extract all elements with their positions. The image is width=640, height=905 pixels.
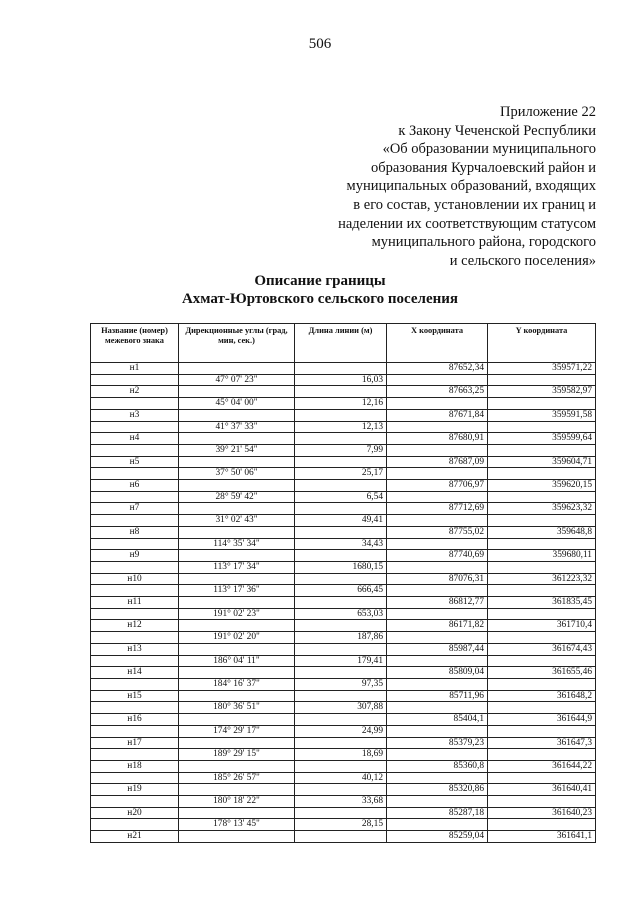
table-body [91,363,596,843]
empty-cell [488,561,596,573]
x-coordinate: 85987,44 [387,643,488,655]
empty-cell [91,632,179,644]
empty-cell [488,421,596,433]
point-name: н21 [91,831,179,843]
empty-cell [387,374,488,386]
y-coordinate: 361710,4 [488,620,596,632]
empty-cell [91,585,179,597]
empty-cell [91,655,179,667]
point-name: н2 [91,386,179,398]
direction-angle: 39° 21' 54" [179,444,295,456]
empty-cell [91,772,179,784]
x-coordinate: 85320,86 [387,784,488,796]
empty-cell [179,456,295,468]
direction-angle: 174° 29' 17" [179,725,295,737]
table-row-segment [91,561,596,573]
x-coordinate: 85809,04 [387,667,488,679]
line-length: 18,69 [295,749,387,761]
empty-cell [387,398,488,410]
x-coordinate: 87706,97 [387,480,488,492]
table-row-point [91,690,596,702]
line-length: 1680,15 [295,561,387,573]
point-name: н15 [91,690,179,702]
empty-cell [295,550,387,562]
empty-cell [91,374,179,386]
empty-cell [387,491,488,503]
point-name: н6 [91,480,179,492]
table-row-segment [91,538,596,550]
empty-cell [295,456,387,468]
empty-cell [387,632,488,644]
empty-cell [387,702,488,714]
empty-cell [179,831,295,843]
y-coordinate: 361835,45 [488,597,596,609]
point-name: н8 [91,526,179,538]
line-length: 653,03 [295,608,387,620]
line-length: 666,45 [295,585,387,597]
empty-cell [179,503,295,515]
line-length: 6,54 [295,491,387,503]
empty-cell [295,409,387,421]
empty-cell [488,819,596,831]
header-direction-angle: Дирекционные углы (град, мин, сек.) [179,324,295,363]
direction-angle: 28° 59' 42" [179,491,295,503]
empty-cell [488,725,596,737]
line-length: 12,13 [295,421,387,433]
point-name: н10 [91,573,179,585]
empty-cell [91,468,179,480]
y-coordinate: 361223,32 [488,573,596,585]
point-name: н19 [91,784,179,796]
table-row-point [91,784,596,796]
empty-cell [179,433,295,445]
empty-cell [179,409,295,421]
appendix-line: и сельского поселения» [449,252,596,269]
point-name: н16 [91,714,179,726]
appendix-line: к Закону Чеченской Республики [398,122,596,139]
empty-cell [179,760,295,772]
header-point-name: Название (номер) межевого знака [91,324,179,363]
line-length: 7,99 [295,444,387,456]
x-coordinate: 87687,09 [387,456,488,468]
table-header-row [91,324,596,363]
point-name: н5 [91,456,179,468]
table-row-point [91,456,596,468]
empty-cell [488,398,596,410]
empty-cell [91,702,179,714]
empty-cell [179,784,295,796]
empty-cell [179,550,295,562]
table-row-segment [91,491,596,503]
x-coordinate: 87652,34 [387,363,488,375]
empty-cell [179,620,295,632]
empty-cell [91,749,179,761]
empty-cell [179,714,295,726]
page-number: 506 [308,36,332,52]
header-x-coordinate: X координата [387,324,488,363]
appendix-line: образования Курчалоевский район и [370,159,596,176]
empty-cell [387,515,488,527]
empty-cell [488,796,596,808]
table-row-segment [91,749,596,761]
empty-cell [387,608,488,620]
empty-cell [488,632,596,644]
y-coordinate: 361648,2 [488,690,596,702]
empty-cell [91,398,179,410]
empty-cell [91,444,179,456]
empty-cell [91,515,179,527]
empty-cell [179,363,295,375]
empty-cell [387,772,488,784]
empty-cell [488,585,596,597]
direction-angle: 180° 18' 22" [179,796,295,808]
empty-cell [387,585,488,597]
x-coordinate: 85379,23 [387,737,488,749]
empty-cell [179,667,295,679]
direction-angle: 113° 17' 34" [179,561,295,573]
x-coordinate: 85360,8 [387,760,488,772]
line-length: 40,12 [295,772,387,784]
table-row-segment [91,585,596,597]
x-coordinate: 87712,69 [387,503,488,515]
appendix-line: муниципальных образований, входящих [346,178,596,195]
empty-cell [488,772,596,784]
line-length: 16,03 [295,374,387,386]
point-name: н20 [91,807,179,819]
line-length: 34,43 [295,538,387,550]
direction-angle: 186° 04' 11" [179,655,295,667]
direction-angle: 180° 36' 51" [179,702,295,714]
y-coordinate: 359680,11 [488,550,596,562]
empty-cell [295,597,387,609]
boundary-coordinates-table [90,323,596,843]
empty-cell [295,386,387,398]
empty-cell [179,807,295,819]
empty-cell [387,421,488,433]
direction-angle: 185° 26' 57" [179,772,295,784]
table-row-point [91,480,596,492]
empty-cell [91,421,179,433]
empty-cell [488,749,596,761]
direction-angle: 191° 02' 23" [179,608,295,620]
x-coordinate: 87740,69 [387,550,488,562]
empty-cell [387,749,488,761]
header-y-coordinate: Y координата [488,324,596,363]
title-line-1: Описание границы [254,273,386,289]
direction-angle: 47° 07' 23" [179,374,295,386]
empty-cell [488,468,596,480]
empty-cell [91,725,179,737]
table-row-point [91,714,596,726]
empty-cell [295,526,387,538]
direction-angle: 31° 02' 43" [179,515,295,527]
empty-cell [91,608,179,620]
table-row-point [91,667,596,679]
line-length: 12,16 [295,398,387,410]
point-name: н13 [91,643,179,655]
table-row-segment [91,725,596,737]
empty-cell [295,643,387,655]
point-name: н14 [91,667,179,679]
table-row-segment [91,468,596,480]
point-name: н18 [91,760,179,772]
point-name: н3 [91,409,179,421]
point-name: н11 [91,597,179,609]
table-row-segment [91,772,596,784]
line-length: 49,41 [295,515,387,527]
table-row-point [91,760,596,772]
line-length: 179,41 [295,655,387,667]
empty-cell [387,819,488,831]
empty-cell [387,678,488,690]
table-row-segment [91,374,596,386]
x-coordinate: 87671,84 [387,409,488,421]
x-coordinate: 85259,04 [387,831,488,843]
empty-cell [295,573,387,585]
empty-cell [488,538,596,550]
y-coordinate: 359623,32 [488,503,596,515]
y-coordinate: 361655,46 [488,667,596,679]
table-row-point [91,831,596,843]
table-row-point [91,643,596,655]
line-length: 187,86 [295,632,387,644]
empty-cell [387,655,488,667]
table-row-segment [91,421,596,433]
line-length: 307,88 [295,702,387,714]
empty-cell [91,561,179,573]
empty-cell [295,784,387,796]
y-coordinate: 359591,58 [488,409,596,421]
table-row-segment [91,515,596,527]
table-row-segment [91,819,596,831]
table-row-point [91,573,596,585]
table-row-point [91,409,596,421]
x-coordinate: 85711,96 [387,690,488,702]
empty-cell [179,573,295,585]
empty-cell [488,702,596,714]
y-coordinate: 361640,23 [488,807,596,819]
x-coordinate: 87680,91 [387,433,488,445]
appendix-line: муниципального района, городского [371,234,596,251]
appendix-caption [176,103,596,270]
table-row-segment [91,678,596,690]
empty-cell [387,725,488,737]
empty-cell [488,515,596,527]
empty-cell [295,714,387,726]
line-length: 25,17 [295,468,387,480]
line-length: 24,99 [295,725,387,737]
y-coordinate: 359582,97 [488,386,596,398]
line-length: 97,35 [295,678,387,690]
x-coordinate: 86812,77 [387,597,488,609]
empty-cell [295,667,387,679]
direction-angle: 191° 02' 20" [179,632,295,644]
empty-cell [295,480,387,492]
y-coordinate: 361674,43 [488,643,596,655]
empty-cell [488,655,596,667]
x-coordinate: 86171,82 [387,620,488,632]
point-name: н4 [91,433,179,445]
table-row-segment [91,398,596,410]
header-line-length: Длина линии (м) [295,324,387,363]
y-coordinate: 361647,3 [488,737,596,749]
point-name: н9 [91,550,179,562]
empty-cell [91,819,179,831]
empty-cell [295,503,387,515]
empty-cell [295,831,387,843]
direction-angle: 37° 50' 06" [179,468,295,480]
table-row-segment [91,444,596,456]
empty-cell [179,480,295,492]
y-coordinate: 361641,1 [488,831,596,843]
document-title [0,272,640,308]
table-row-point [91,597,596,609]
direction-angle: 184° 16' 37" [179,678,295,690]
y-coordinate: 359648,8 [488,526,596,538]
table-row-point [91,386,596,398]
x-coordinate: 87663,25 [387,386,488,398]
direction-angle: 178° 13' 45" [179,819,295,831]
empty-cell [179,386,295,398]
empty-cell [295,620,387,632]
table-row-point [91,503,596,515]
empty-cell [488,444,596,456]
x-coordinate: 85287,18 [387,807,488,819]
x-coordinate: 85404,1 [387,714,488,726]
empty-cell [488,491,596,503]
empty-cell [488,608,596,620]
empty-cell [295,737,387,749]
empty-cell [488,374,596,386]
y-coordinate: 359571,22 [488,363,596,375]
line-length: 33,68 [295,796,387,808]
table-row-point [91,620,596,632]
empty-cell [295,760,387,772]
y-coordinate: 359620,15 [488,480,596,492]
y-coordinate: 361640,41 [488,784,596,796]
table-row-point [91,433,596,445]
empty-cell [91,538,179,550]
direction-angle: 113° 17' 36" [179,585,295,597]
empty-cell [179,526,295,538]
line-length: 28,15 [295,819,387,831]
direction-angle: 189° 29' 15" [179,749,295,761]
direction-angle: 41° 37' 33" [179,421,295,433]
table-row-segment [91,608,596,620]
y-coordinate: 361644,22 [488,760,596,772]
empty-cell [387,538,488,550]
empty-cell [488,678,596,690]
table-row-point [91,526,596,538]
appendix-line: «Об образовании муниципального [382,141,596,158]
table-row-segment [91,796,596,808]
empty-cell [295,807,387,819]
table-row-point [91,737,596,749]
y-coordinate: 359604,71 [488,456,596,468]
empty-cell [91,678,179,690]
table-row-segment [91,632,596,644]
x-coordinate: 87076,31 [387,573,488,585]
table-row-segment [91,655,596,667]
empty-cell [387,468,488,480]
point-name: н17 [91,737,179,749]
empty-cell [387,444,488,456]
x-coordinate: 87755,02 [387,526,488,538]
direction-angle: 114° 35' 34" [179,538,295,550]
y-coordinate: 359599,64 [488,433,596,445]
appendix-line: Приложение 22 [500,104,596,120]
point-name: н1 [91,363,179,375]
table-row-segment [91,702,596,714]
empty-cell [91,491,179,503]
appendix-line: наделении их соответствующим статусом [338,215,596,232]
point-name: н12 [91,620,179,632]
table-row-point [91,550,596,562]
title-line-2: Ахмат-Юртовского сельского поселения [181,291,459,307]
direction-angle: 45° 04' 00" [179,398,295,410]
table-row-point [91,363,596,375]
empty-cell [387,796,488,808]
point-name: н7 [91,503,179,515]
empty-cell [179,643,295,655]
table-row-point [91,807,596,819]
empty-cell [295,433,387,445]
appendix-line: в его состав, установлении их границ и [353,196,596,213]
empty-cell [179,597,295,609]
empty-cell [179,690,295,702]
empty-cell [179,737,295,749]
empty-cell [295,690,387,702]
y-coordinate: 361644,9 [488,714,596,726]
empty-cell [387,561,488,573]
empty-cell [295,363,387,375]
empty-cell [91,796,179,808]
